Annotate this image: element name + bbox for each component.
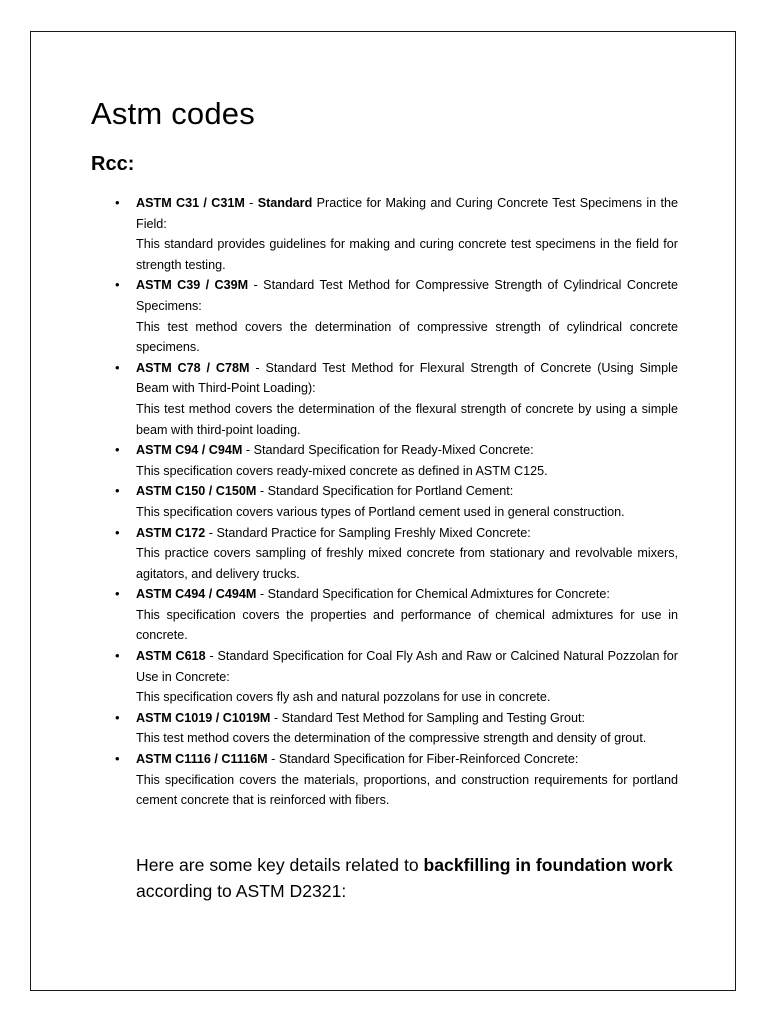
item-code: ASTM C39 / C39M — [136, 278, 249, 293]
item-description: This test method covers the determination of compressive strength of cylindrical concrete specimens. — [136, 319, 678, 355]
bullet-icon: • — [115, 586, 120, 602]
item-code: ASTM C94 / C94M — [136, 443, 243, 458]
list-item — [115, 440, 678, 481]
item-separator: - — [242, 443, 254, 458]
item-separator: - — [248, 278, 264, 293]
list-item — [115, 523, 678, 585]
item-separator: - — [256, 484, 268, 499]
list-item — [115, 275, 678, 357]
item-title: Standard Specification for Coal Fly Ash and Raw or Calcined Natural Pozzolan for Use in Concrete: — [136, 649, 678, 684]
item-description: This test method covers the determination of the compressive strength and density of grout. — [136, 731, 647, 746]
astm-code-list — [115, 193, 678, 811]
item-title: Standard Test Method for Sampling and Testing Grout: — [281, 710, 585, 725]
closing-lead: Here are some key details related to — [136, 855, 424, 875]
list-item — [115, 646, 678, 708]
item-title: Standard Practice for Sampling Freshly Mixed Concrete: — [216, 525, 531, 540]
item-description: This specification covers ready-mixed concrete as defined in ASTM C125. — [136, 463, 548, 478]
item-title: Standard Specification for Fiber-Reinforced Concrete: — [278, 752, 579, 767]
list-item — [115, 584, 678, 646]
bullet-icon: • — [115, 648, 120, 664]
item-description: This specification covers fly ash and natural pozzolans for use in concrete. — [136, 690, 551, 705]
item-description: This specification covers the materials, proportions, and construction requirements for portland cement concrete that is reinforced with fibers. — [136, 772, 678, 808]
item-code: ASTM C31 / C31M — [136, 196, 245, 210]
item-separator: - — [267, 752, 279, 767]
list-item — [115, 708, 678, 749]
list-item — [115, 193, 678, 275]
item-bold-word: Standard — [257, 196, 313, 210]
bullet-icon: • — [115, 442, 120, 458]
item-code: ASTM C1019 / C1019M — [136, 710, 271, 725]
document-page — [30, 31, 736, 991]
item-separator: - — [249, 360, 266, 375]
bullet-icon: • — [115, 359, 120, 375]
item-code: ASTM C172 — [136, 525, 206, 540]
item-code: ASTM C150 / C150M — [136, 484, 257, 499]
item-code: ASTM C494 / C494M — [136, 587, 257, 602]
closing-paragraph — [136, 852, 696, 904]
item-title: Standard Specification for Ready-Mixed Concrete: — [253, 443, 534, 458]
item-description: This test method covers the determination of the flexural strength of concrete by using a simple beam with third-point loading. — [136, 401, 678, 437]
item-code: ASTM C78 / C78M — [136, 360, 250, 375]
item-separator: - — [270, 710, 282, 725]
bullet-icon: • — [115, 751, 120, 767]
item-code: ASTM C1116 / C1116M — [136, 752, 268, 767]
item-code: ASTM C618 — [136, 649, 206, 664]
item-separator: - — [244, 196, 258, 210]
list-item — [115, 481, 678, 522]
item-description: This specification covers the properties and performance of chemical admixtures for use in concrete. — [136, 607, 678, 643]
item-description: This standard provides guidelines for making and curing concrete test specimens in the field for strength testing. — [136, 237, 678, 272]
item-separator: - — [256, 587, 268, 602]
document-title: Astm codes — [91, 96, 255, 131]
list-item — [115, 358, 678, 440]
item-description: This practice covers sampling of freshly mixed concrete from stationary and revolvable mixers, agitators, and delivery trucks. — [136, 546, 678, 581]
bullet-icon: • — [115, 277, 120, 293]
item-title: Standard Test Method for Compressive Strength of Cylindrical Concrete Specimens: — [136, 278, 678, 313]
item-separator: - — [205, 649, 218, 664]
bullet-icon: • — [115, 195, 120, 210]
item-separator: - — [205, 525, 217, 540]
closing-bold: backfilling in foundation work — [423, 855, 673, 875]
closing-tail: according to ASTM D2321: — [136, 881, 347, 901]
section-heading: Rcc: — [91, 153, 135, 175]
bullet-icon: • — [115, 483, 120, 499]
item-description: This specification covers various types of Portland cement used in general construction. — [136, 504, 625, 519]
item-title: Standard Test Method for Flexural Strength of Concrete (Using Simple Beam with Third-Point Loading): — [136, 360, 678, 396]
item-title: Standard Specification for Chemical Admixtures for Concrete: — [267, 587, 610, 602]
item-title: Practice for Making and Curing Concrete Test Specimens in the Field: — [136, 196, 678, 231]
item-title: Standard Specification for Portland Cement: — [267, 484, 514, 499]
bullet-icon: • — [115, 524, 120, 540]
bullet-icon: • — [115, 709, 120, 725]
list-item — [115, 749, 678, 811]
